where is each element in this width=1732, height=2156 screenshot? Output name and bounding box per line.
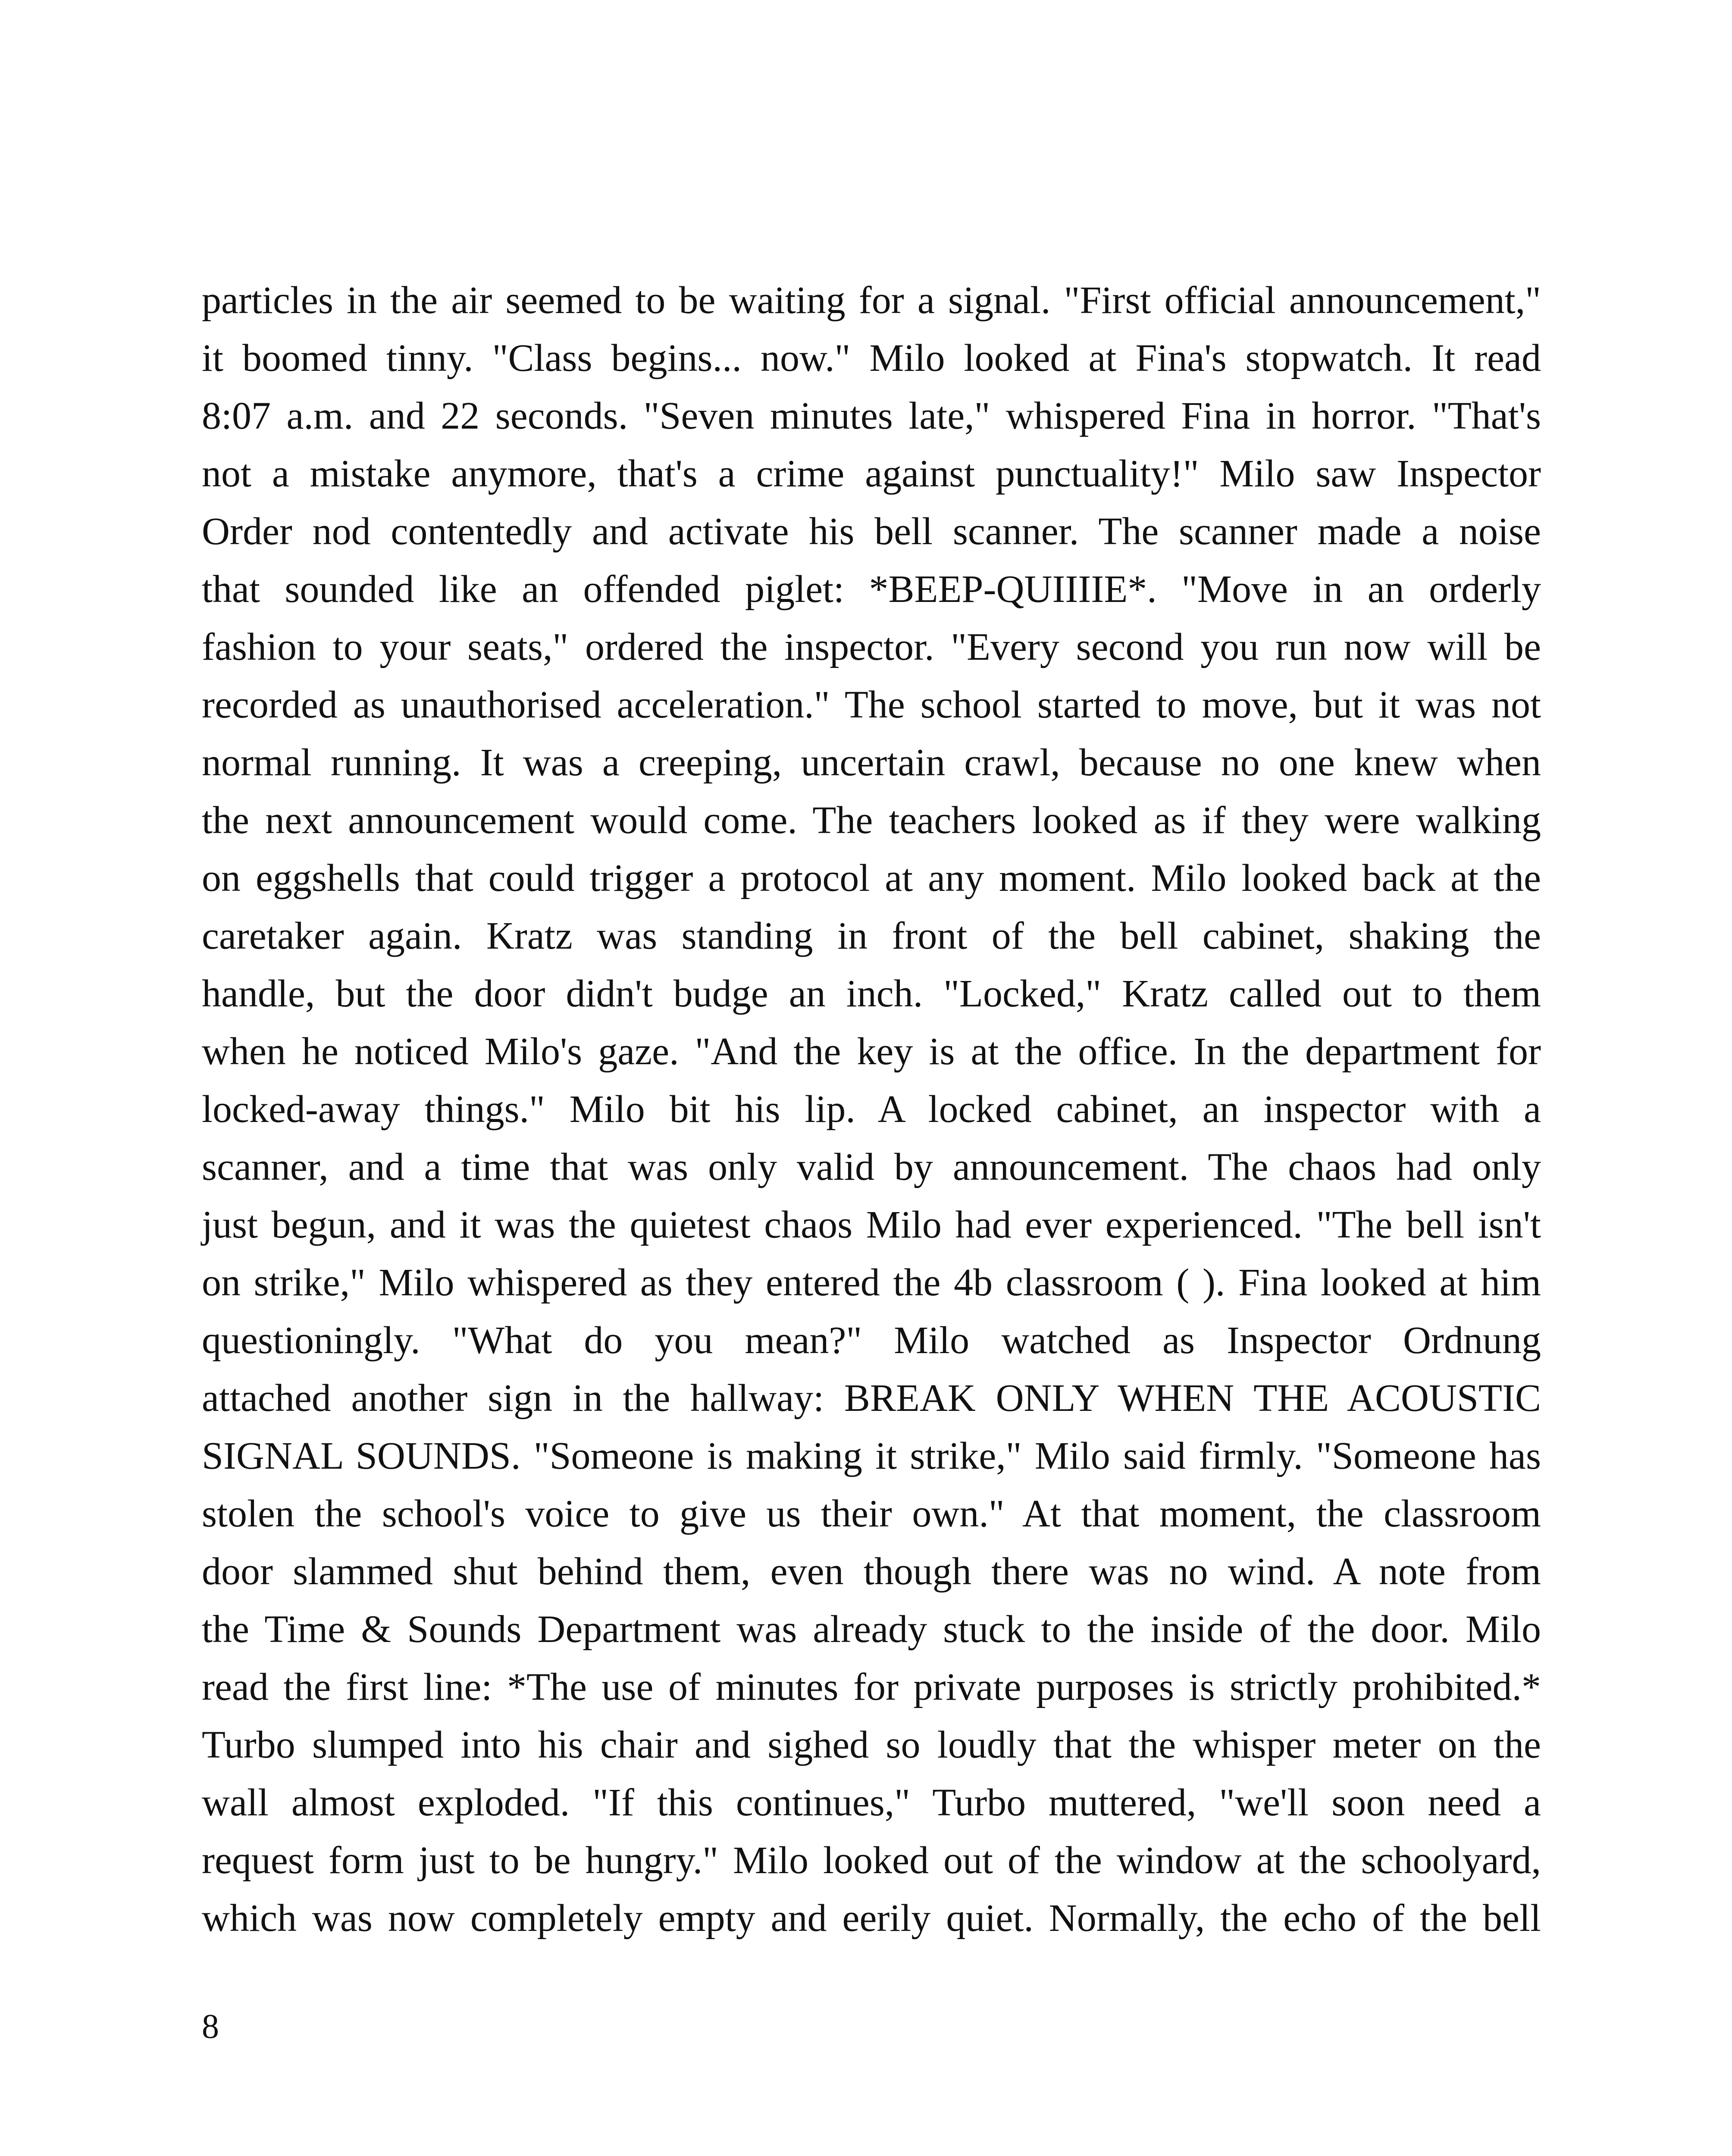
text-line: read the first line: *The use of minutes for private purposes is strictly prohibited.* <box>202 1666 1541 1708</box>
text-line: particles in the air seemed to be waiting for a signal. "First official announcement," <box>202 279 1541 322</box>
text-line: scanner, and a time that was only valid by announcement. The chaos had only <box>202 1146 1541 1188</box>
text-line: Order nod contentedly and activate his bell scanner. The scanner made a noise <box>202 510 1541 553</box>
text-line: door slammed shut behind them, even though there was no wind. A note from <box>202 1550 1541 1593</box>
text-line: caretaker again. Kratz was standing in front of the bell cabinet, shaking the <box>202 915 1541 957</box>
text-line: on strike," Milo whispered as they entered the 4b classroom ( ). Fina looked at him <box>202 1261 1541 1304</box>
text-line: recorded as unauthorised acceleration." The school started to move, but it was not <box>202 683 1541 726</box>
text-line: wall almost exploded. "If this continues," Turbo muttered, "we'll soon need a <box>202 1781 1541 1824</box>
text-line: handle, but the door didn't budge an inch. "Locked," Kratz called out to them <box>202 972 1541 1015</box>
text-line: Turbo slumped into his chair and sighed so loudly that the whisper meter on the <box>202 1724 1541 1766</box>
text-line: just begun, and it was the quietest chaos Milo had ever experienced. "The bell isn't <box>202 1203 1541 1246</box>
text-line: attached another sign in the hallway: BREAK ONLY WHEN THE ACOUSTIC <box>202 1377 1541 1420</box>
text-line: the Time & Sounds Department was already stuck to the inside of the door. Milo <box>202 1608 1541 1651</box>
text-line: fashion to your seats," ordered the inspector. "Every second you run now will be <box>202 626 1541 668</box>
text-line: normal running. It was a creeping, uncertain crawl, because no one knew when <box>202 741 1541 784</box>
text-line: 8:07 a.m. and 22 seconds. "Seven minutes late," whispered Fina in horror. "That's <box>202 395 1541 437</box>
text-line: it boomed tinny. "Class begins... now." Milo looked at Fina's stopwatch. It read <box>202 337 1541 379</box>
text-line: on eggshells that could trigger a protocol at any moment. Milo looked back at the <box>202 857 1541 899</box>
text-line: which was now completely empty and eerily quiet. Normally, the echo of the bell <box>202 1897 1541 1940</box>
text-line: the next announcement would come. The teachers looked as if they were walking <box>202 799 1541 842</box>
text-line: request form just to be hungry." Milo looked out of the window at the schoolyard, <box>202 1839 1541 1882</box>
text-line: SIGNAL SOUNDS. "Someone is making it strike," Milo said firmly. "Someone has <box>202 1435 1541 1477</box>
body-text <box>202 272 1541 1947</box>
text-line: that sounded like an offended piglet: *BEEP-QUIIIIE*. "Move in an orderly <box>202 568 1541 611</box>
text-line: questioningly. "What do you mean?" Milo watched as Inspector Ordnung <box>202 1319 1541 1362</box>
page-number: 8 <box>202 2008 219 2046</box>
text-line: not a mistake anymore, that's a crime against punctuality!" Milo saw Inspector <box>202 452 1541 495</box>
text-line: stolen the school's voice to give us their own." At that moment, the classroom <box>202 1492 1541 1535</box>
text-line: locked-away things." Milo bit his lip. A locked cabinet, an inspector with a <box>202 1088 1541 1131</box>
text-line: when he noticed Milo's gaze. "And the key is at the office. In the department for <box>202 1030 1541 1073</box>
